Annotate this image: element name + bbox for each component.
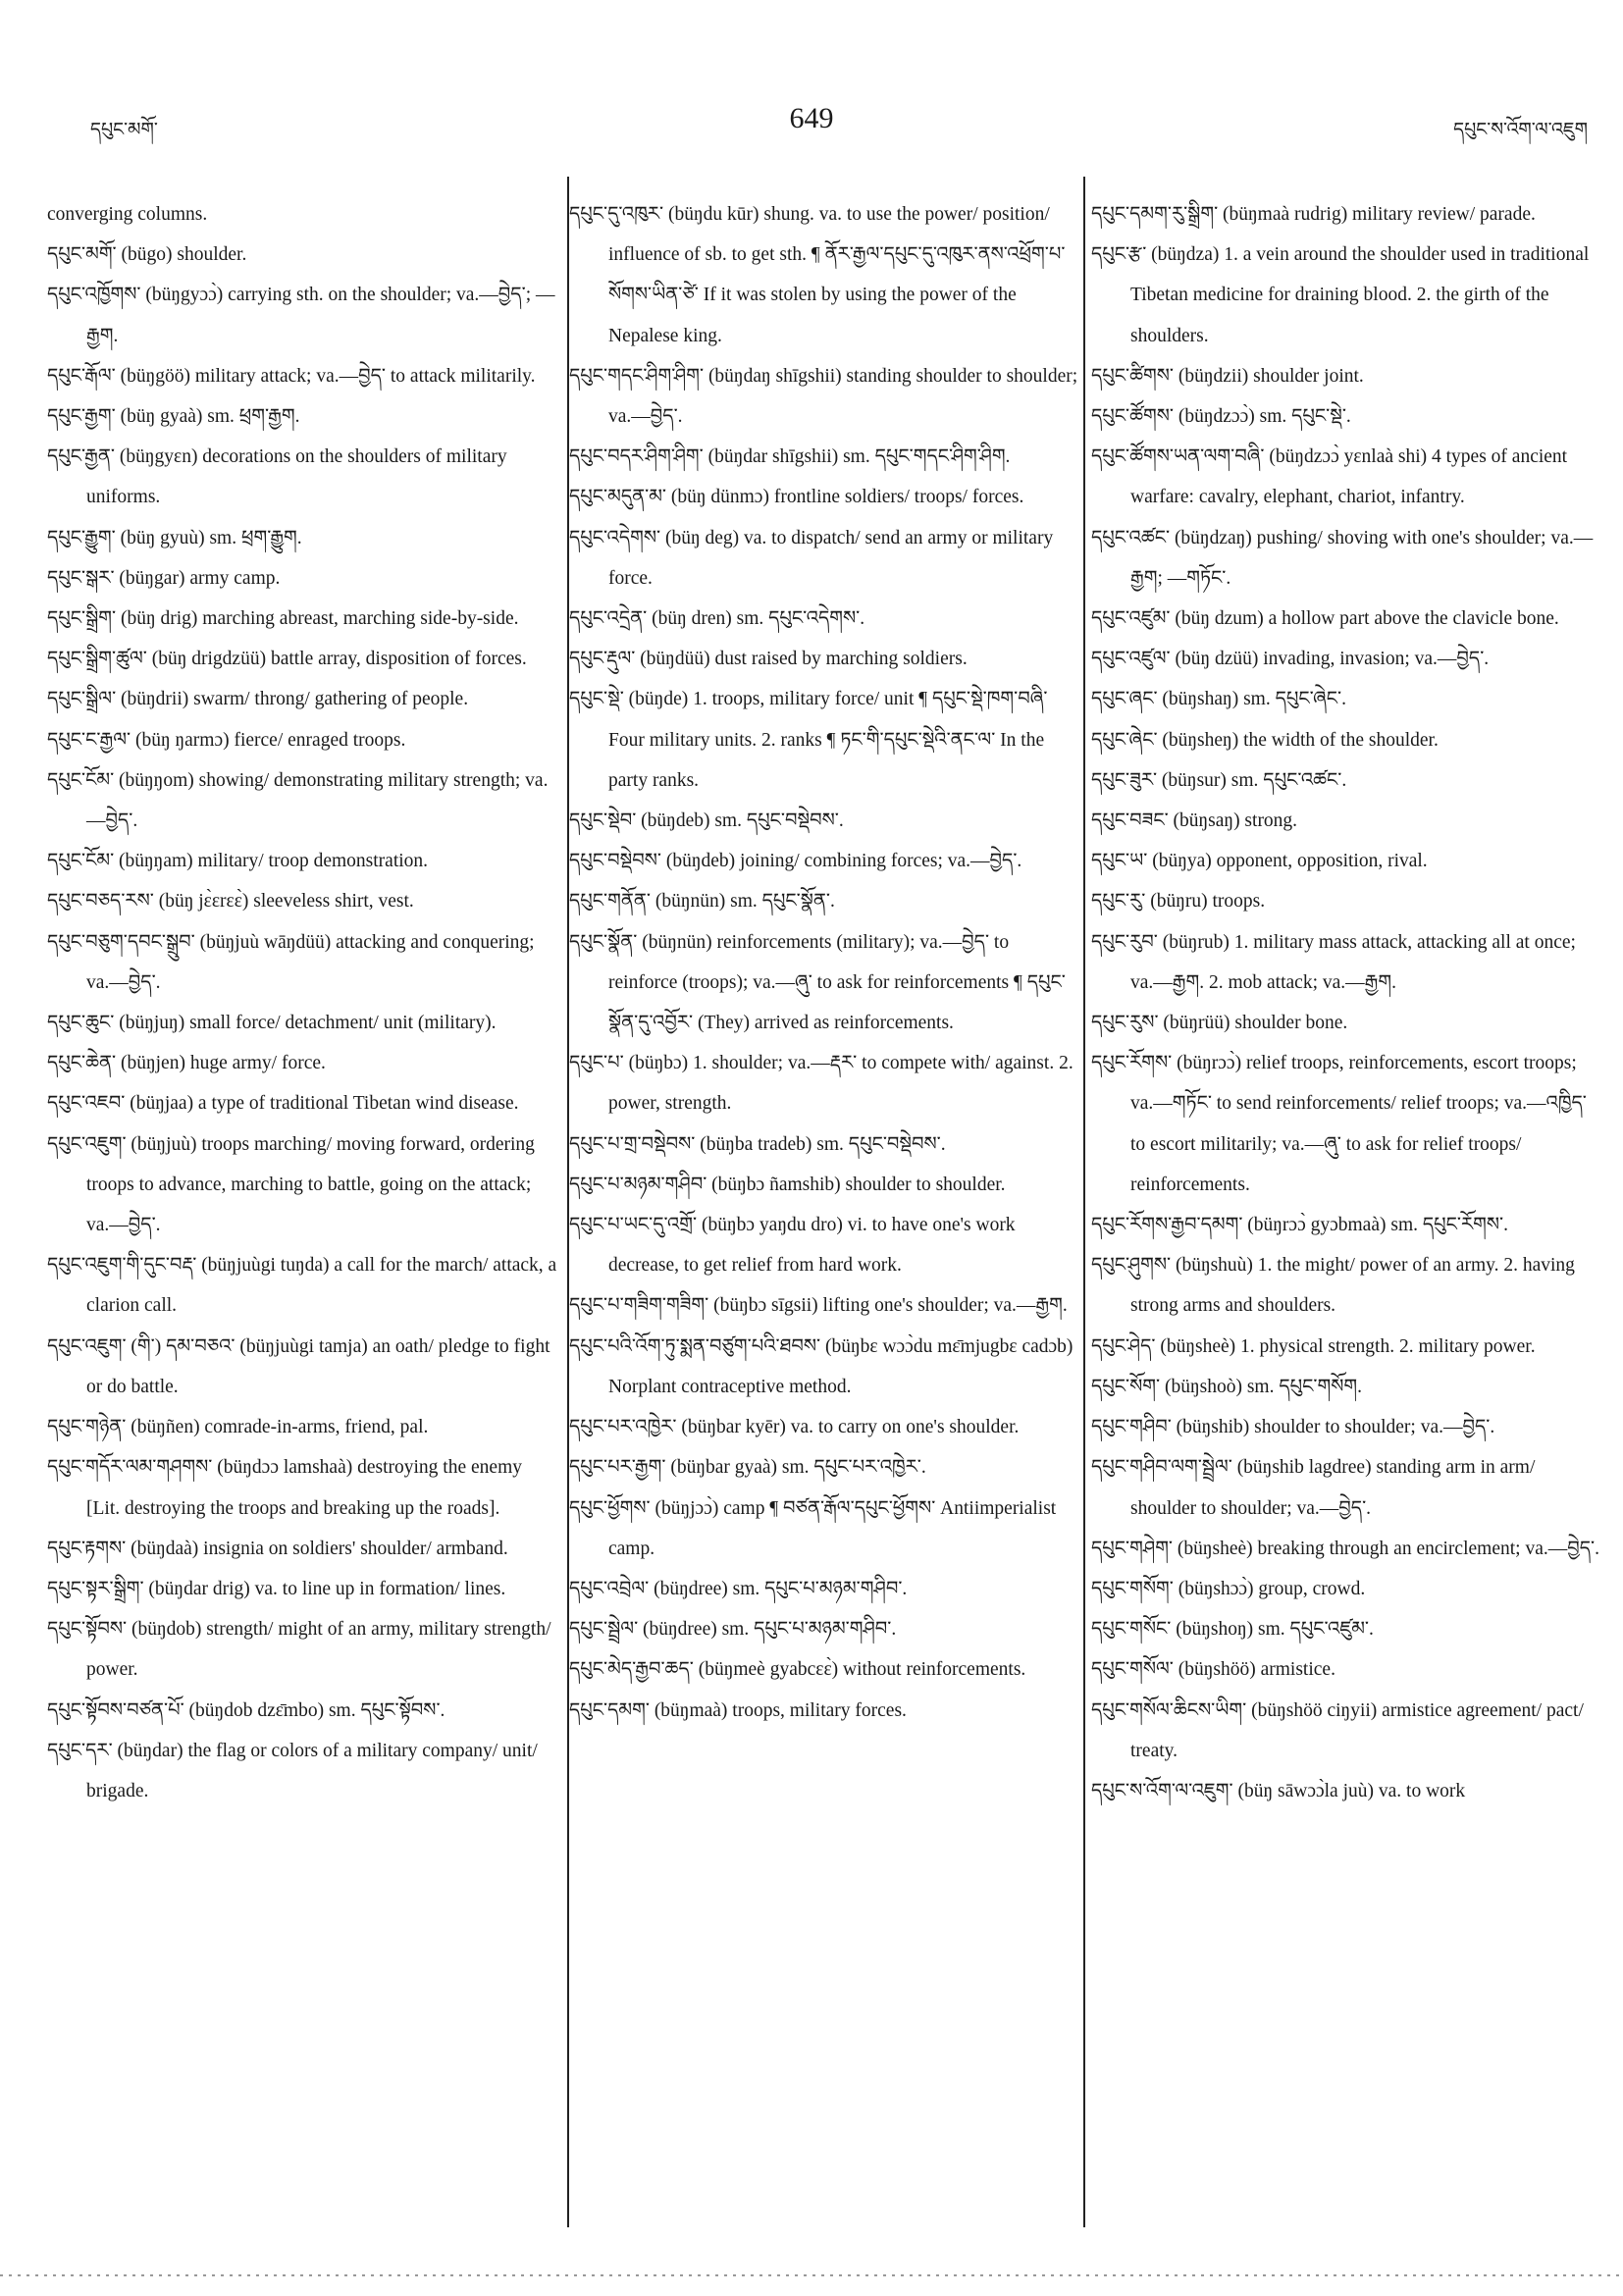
dictionary-entry: དཔུང་རྒོལ་ (büŋgöö) military attack; va.—བྱེད་ to attack militarily.	[47, 365, 536, 387]
dictionary-entry: དཔུང་ཟུར་ (büŋsur) sm. དཔུང་འཚང་.	[1091, 769, 1347, 791]
dictionary-entry: དཔུང་དམག་ (büŋmaà) troops, military forces.	[569, 1699, 907, 1721]
dictionary-entry: དཔུང་འདྲེན་ (büŋ dren) sm. དཔུང་འདེགས་.	[569, 608, 865, 630]
dictionary-entry: དཔུང་འཇུག་གི་དུང་བརྡ་ (büŋjuùgi tuŋda) a call for the march/ attack, a clarion call.	[47, 1255, 557, 1317]
dictionary-entry: དཔུང་སྡེ་ (büŋde) 1. troops, military force/ unit ¶ དཔུང་སྡེ་ཁག་བཞི་ Four military units. 2. ranks ¶ ཏང་གི་དཔུང་སྡེའི་ནང་ལ་ In the party ranks.	[569, 689, 1048, 791]
dictionary-entry: དཔུང་སྟོབས་ (büŋdob) strength/ might of an army, military strength/ power.	[47, 1619, 551, 1681]
dictionary-entry: དཔུང་འཇུག་ (གི་) དམ་བཅའ་ (büŋjuùgi tamja) an oath/ pledge to fight or do battle.	[47, 1335, 550, 1397]
dictionary-entry: དཔུང་གདོར་ལམ་གཤགས་ (büŋdɔɔ lamshaà) destroying the enemy [Lit. destroying the troops and breaking up the roads].	[47, 1457, 522, 1519]
dictionary-entry: དཔུང་ཚོགས་ (büŋdzɔɔ̀) sm. དཔུང་སྡེ་.	[1091, 406, 1351, 428]
running-head-left: དཔུང་མགོ་	[90, 119, 158, 140]
dictionary-entry: དཔུང་གནོན་ (büŋnün) sm. དཔུང་སྣོན་.	[569, 891, 835, 913]
column-middle	[569, 194, 1079, 2216]
dictionary-entry: དཔུང་འབྲེལ་ (büŋdree) sm. དཔུང་པ་མཉམ་གཤིབ་.	[569, 1578, 908, 1599]
dictionary-entry: དཔུང་རུས་ (büŋrüü) shoulder bone.	[1091, 1013, 1348, 1034]
dictionary-entry: དཔུང་རྡུལ་ (büŋdüü) dust raised by marching soldiers.	[569, 649, 968, 670]
dictionary-entry: དཔུང་ཆུང་ (büŋjuŋ) small force/ detachment/ unit (military).	[47, 1013, 497, 1034]
dictionary-entry: དཔུང་སྟོབས་བཙན་པོ་ (büŋdob dzɛ̄mbo) sm. དཔུང་སྟོབས་.	[47, 1699, 445, 1721]
dictionary-entry: དཔུང་པ་གྲ་བསྡེབས་ (büŋba tradeb) sm. དཔུང་བསྡེབས་.	[569, 1133, 946, 1155]
dictionary-entry: དཔུང་སྒྲིལ་ (büŋdrii) swarm/ throng/ gathering of people.	[47, 689, 469, 710]
dictionary-entry: དཔུང་རུབ་ (büŋrub) 1. military mass attack, attacking all at once; va.—རྒྱག. 2. mob attack; va.—རྒྱག.	[1091, 931, 1576, 993]
dictionary-entry: དཔུང་མགོ་ (bügo) shoulder.	[47, 244, 247, 266]
dictionary-entry: དཔུང་སྒྲིག་ (büŋ drig) marching abreast, marching side-by-side.	[47, 608, 519, 630]
dictionary-entry: དཔུང་གདང་ཤིག་ཤིག་ (büŋdaŋ shīgshii) standing shoulder to shoulder; va.—བྱེད་.	[569, 365, 1078, 428]
column-divider	[1083, 177, 1085, 2227]
dictionary-entry: དཔུང་ཆེན་ (büŋjen) huge army/ force.	[47, 1053, 326, 1074]
dictionary-entry: དཔུང་ཤུགས་ (büŋshuù) 1. the might/ power of an army. 2. having strong arms and shoulders.	[1091, 1255, 1575, 1317]
column-right	[1091, 194, 1599, 2216]
dictionary-entry: དཔུང་ཕྱོགས་ (büŋjɔɔ̀) camp ¶ བཙན་རྒོལ་དཔུང་ཕྱོགས་ Antiimperialist camp.	[569, 1497, 1057, 1559]
dictionary-entry: དཔུང་སོག་ (büŋshoò) sm. དཔུང་གསོག.	[1091, 1376, 1362, 1397]
dictionary-entry: དཔུང་བཟང་ (büŋsaŋ) strong.	[1091, 810, 1298, 832]
running-head-right: དཔུང་ས་འོག་ལ་འཇུག	[1453, 119, 1588, 140]
dictionary-entry: དཔུང་མདུན་མ་ (büŋ dünmɔ) frontline soldiers/ troops/ forces.	[569, 487, 1024, 508]
dictionary-entry: དཔུང་དར་ (büŋdar) the flag or colors of a military company/ unit/ brigade.	[47, 1740, 538, 1801]
dictionary-entry: དཔུང་འདེགས་ (büŋ deg) va. to dispatch/ send an army or military force.	[569, 527, 1054, 589]
dictionary-entry: དཔུང་ཞེང་ (büŋsheŋ) the width of the shoulder.	[1091, 729, 1439, 751]
dictionary-entry: དཔུང་སྒར་ (büŋgar) army camp.	[47, 567, 281, 589]
dictionary-entry: དཔུང་བཅད་རས་ (büŋ jɛ̀ɛrɛɛ̀) sleeveless shirt, vest.	[47, 891, 414, 913]
dictionary-entry: དཔུང་གསོང་ (büŋshoŋ) sm. དཔུང་འཛུམ་.	[1091, 1619, 1374, 1641]
dictionary-entry: དཔུང་རྒྱུག་ (büŋ gyuù) sm. ཕྲག་རྒྱུག.	[47, 527, 302, 548]
dictionary-entry: དཔུང་ཡ་ (büŋya) opponent, opposition, rival.	[1091, 851, 1428, 872]
dictionary-entry: དཔུང་པ་ཡང་དུ་འགྲོ་ (büŋbɔ yaŋdu dro) vi. to have one's work decrease, to get relief from hard work.	[569, 1215, 1016, 1277]
dictionary-entry: དཔུང་བསྡེབས་ (büŋdeb) joining/ combining forces; va.—བྱེད་.	[569, 851, 1022, 872]
page-bottom-edge	[0, 2274, 1623, 2276]
dictionary-entry: དཔུང་སྦྲེལ་ (büŋdree) sm. དཔུང་པ་མཉམ་གཤིབ་.	[569, 1619, 897, 1641]
dictionary-entry: དཔུང་གསོལ་ (büŋshöö) armistice.	[1091, 1659, 1335, 1681]
dictionary-entry: དཔུང་མེད་རྒྱབ་ཆད་ (büŋmeè gyabcɛɛ̀) without reinforcements.	[569, 1659, 1026, 1681]
dictionary-entry: དཔུང་སྣོན་ (büŋnün) reinforcements (military); va.—བྱེད་ to reinforce (troops); va.—ཞུ་ to ask for reinforcements ¶ དཔུང་སྣོན་དུ་འབྱོར་ (They) arrived as reinforcements.	[569, 931, 1066, 1034]
dictionary-entry: དཔུང་གསོལ་ཆིངས་ཡིག་ (büŋshöö ciŋyii) armistice agreement/ pact/ treaty.	[1091, 1699, 1584, 1761]
dictionary-entry: དཔུང་ཚོགས་ཡན་ལག་བཞི་ (büŋdzɔɔ̀ yɛnlaà shi) 4 types of ancient warfare: cavalry, elephant, chariot, infantry.	[1091, 446, 1568, 508]
dictionary-entry: དཔུང་ངོམ་ (büŋŋom) showing/ demonstrating military strength; va.—བྱེད་.	[47, 769, 549, 832]
dictionary-entry: དཔུང་རྩ་ (büŋdza) 1. a vein around the shoulder used in traditional Tibetan medicine for draining blood. 2. the girth of the shoulders.	[1091, 244, 1590, 346]
dictionary-entry: དཔུང་བཅུག་དབང་སྒྲུབ་ (büŋjuù wāŋdüü) attacking and conquering; va.—བྱེད་.	[47, 931, 535, 993]
dictionary-entry: དཔུང་ས་འོག་ལ་འཇུག་ (büŋ sāwɔɔ̀la juù) va. to work	[1091, 1780, 1466, 1801]
dictionary-entry: དཔུང་སྒྲིག་ཚུལ་ (büŋ drigdzüü) battle array, disposition of forces.	[47, 649, 527, 670]
dictionary-entry: དཔུང་རུ་ (büŋru) troops.	[1091, 891, 1266, 913]
dictionary-entry: དཔུང་པ་མཉམ་གཤིབ་ (büŋbɔ ñamshib) shoulder to shoulder.	[569, 1174, 1006, 1195]
dictionary-entry: དཔུང་དུ་འཁུར་ (büŋdu kūr) shung. va. to use the power/ position/ influence of sb. to get sth. ¶ ནོར་རྒྱལ་དཔུང་དུ་འཁུར་ནས་འཕྲོག་པ་སོགས་ཡིན་ཙེ་ If it was stolen by using the power of the Nepalese king.	[569, 204, 1066, 346]
dictionary-entry: དཔུང་རྒྱན་ (büŋgyɛn) decorations on the shoulders of military uniforms.	[47, 446, 507, 508]
dictionary-entry: དཔུང་པར་རྒྱག་ (büŋbar gyaà) sm. དཔུང་པར་འཁྱེར་.	[569, 1457, 926, 1479]
dictionary-entry: དཔུང་རོགས་ (büŋrɔɔ̀) relief troops, reinforcements, escort troops; va.—གཏོང་ to send reinforcements/ relief troops; va.—འཁྱིད་ to escort militarily; va.—ཞུ་ to ask for relief troops/ reinforcements.	[1091, 1053, 1587, 1195]
dictionary-entry: དཔུང་གཤིབ་ལག་སྦྲེལ་ (büŋshib lagdree) standing arm in arm/ shoulder to shoulder; va.—བྱེད་.	[1091, 1457, 1536, 1519]
dictionary-entry: དཔུང་འཛུལ་ (büŋ dzüü) invading, invasion; va.—བྱེད་.	[1091, 649, 1490, 670]
dictionary-entry: དཔུང་རྟགས་ (büŋdaà) insignia on soldiers' shoulder/ armband.	[47, 1538, 508, 1559]
dictionary-entry: དཔུང་ཤེད་ (büŋsheè) 1. physical strength. 2. military power.	[1091, 1335, 1536, 1357]
dictionary-entry: དཔུང་གཤིབ་ (büŋshib) shoulder to shoulder; va.—བྱེད་.	[1091, 1417, 1495, 1438]
dictionary-entry: དཔུང་བདར་ཤིག་ཤིག་ (büŋdar shīgshii) sm. དཔུང་གདང་ཤིག་ཤིག.	[569, 446, 1011, 468]
dictionary-entry: དཔུང་འཇབ་ (büŋjaa) a type of traditional Tibetan wind disease.	[47, 1093, 519, 1115]
column-left	[47, 194, 557, 2216]
dictionary-entry: དཔུང་ཚིགས་ (büŋdzii) shoulder joint.	[1091, 365, 1364, 387]
dictionary-entry: converging columns.	[47, 204, 208, 225]
dictionary-entry: དཔུང་འཚང་ (büŋdzaŋ) pushing/ shoving with one's shoulder; va.—རྒྱག; —གཏོང་.	[1091, 527, 1594, 589]
dictionary-entry: དཔུང་པར་འཁྱེར་ (büŋbar kyēr) va. to carry on one's shoulder.	[569, 1417, 1020, 1438]
dictionary-entry: དཔུང་གཉེན་ (büŋñen) comrade-in-arms, friend, pal.	[47, 1417, 429, 1438]
dictionary-entry: དཔུང་ཞང་ (büŋshaŋ) sm. དཔུང་ཞེང་.	[1091, 689, 1346, 710]
dictionary-entry: དཔུང་སྡེབ་ (büŋdeb) sm. དཔུང་བསྡེབས་.	[569, 810, 844, 832]
dictionary-entry: དཔུང་རོགས་རྒྱབ་དམག་ (büŋrɔɔ̀ gyɔbmaà) sm. དཔུང་རོགས་.	[1091, 1215, 1509, 1236]
dictionary-entry: དཔུང་སྟར་སྒྲིག་ (büŋdar drig) va. to line up in formation/ lines.	[47, 1578, 506, 1599]
dictionary-entry: དཔུང་འཇུག་ (büŋjuù) troops marching/ moving forward, ordering troops to advance, marching to battle, going on the attack; va.—བྱེད་.	[47, 1133, 535, 1236]
dictionary-entry: དཔུང་དམག་རུ་སྒྲིག་ (büŋmaà rudrig) military review/ parade.	[1091, 204, 1536, 225]
dictionary-entry: དཔུང་ང་རྒྱལ་ (büŋ ŋarmɔ) fierce/ enraged troops.	[47, 729, 406, 751]
dictionary-entry: དཔུང་གསོག་ (büŋshɔɔ̀) group, crowd.	[1091, 1578, 1366, 1599]
dictionary-entry: དཔུང་འཛུམ་ (büŋ dzum) a hollow part above the clavicle bone.	[1091, 608, 1559, 630]
dictionary-entry: དཔུང་རྒྱག་ (büŋ gyaà) sm. ཕྲག་རྒྱག.	[47, 406, 300, 428]
dictionary-entry: དཔུང་ངོམ་ (büŋŋam) military/ troop demonstration.	[47, 851, 429, 872]
page-number: 649	[789, 102, 834, 134]
dictionary-entry: དཔུང་པའི་འོག་ཏུ་སྨན་བཙུག་པའི་ཐབས་ (büŋbɛ wɔɔ̀du mɛ̄mjugbɛ cadɔb) Norplant contraceptive method.	[569, 1335, 1073, 1397]
dictionary-entry: དཔུང་པ་གཟིག་གཟིག་ (büŋbɔ sīgsii) lifting one's shoulder; va.—རྒྱག.	[569, 1295, 1068, 1317]
dictionary-entry: དཔུང་པ་ (büŋbɔ) 1. shoulder; va.—རྡར་ to compete with/ against. 2. power, strength.	[569, 1053, 1073, 1115]
dictionary-entry: དཔུང་གཤེག་ (büŋsheè) breaking through an encirclement; va.—བྱེད་.	[1091, 1538, 1599, 1559]
dictionary-entry: དཔུང་འཁྱོགས་ (büŋgyɔɔ̀) carrying sth. on the shoulder; va.—བྱེད་; —རྒྱག.	[47, 285, 555, 346]
